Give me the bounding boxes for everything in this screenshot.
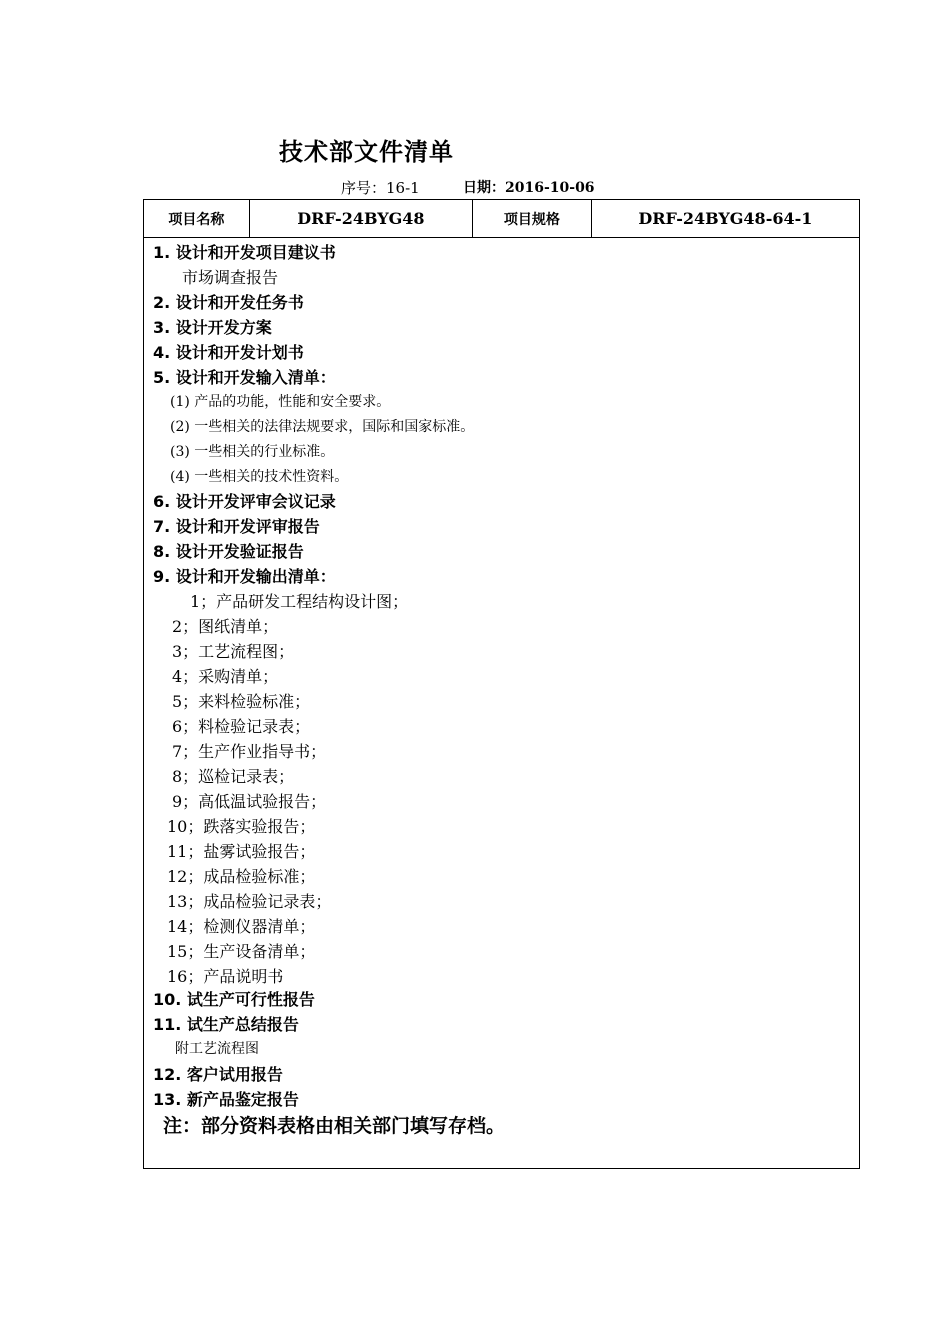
- section-heading: 1. 设计和开发项目建议书: [153, 243, 336, 262]
- list-item: 6；料检验记录表；: [172, 717, 311, 736]
- list-item: (1) 产品的功能，性能和安全要求。: [170, 394, 391, 410]
- list-item: 2；图纸清单；: [172, 617, 279, 636]
- list-item: 3；工艺流程图；: [172, 642, 295, 661]
- section-heading: 13. 新产品鉴定报告: [153, 1090, 299, 1109]
- list-item: 1；产品研发工程结构设计图；: [190, 592, 409, 611]
- section-heading: 8. 设计开发验证报告: [153, 542, 304, 561]
- list-item: 附工艺流程图: [175, 1041, 259, 1057]
- list-item: 14；检测仪器清单；: [167, 917, 316, 936]
- document-date: 日期：2016-10-06: [463, 180, 595, 196]
- section-heading: 12. 客户试用报告: [153, 1065, 283, 1084]
- list-item: 16；产品说明书: [167, 967, 284, 986]
- list-item: 15；生产设备清单；: [167, 942, 316, 961]
- project-name-label: 项目名称: [144, 200, 250, 237]
- project-name-value: DRF-24BYG48: [250, 200, 473, 237]
- list-item: 9；高低温试验报告；: [172, 792, 327, 811]
- project-spec-label: 项目规格: [473, 200, 592, 237]
- list-item: 5；来料检验标准；: [172, 692, 311, 711]
- list-item: (2) 一些相关的法律法规要求，国际和国家标准。: [170, 419, 475, 435]
- list-item: (4) 一些相关的技术性资料。: [170, 469, 349, 485]
- list-item: 13；成品检验记录表；: [167, 892, 332, 911]
- list-item: 11；盐雾试验报告；: [167, 842, 316, 861]
- section-heading: 10. 试生产可行性报告: [153, 990, 315, 1009]
- section-heading: 7. 设计和开发评审报告: [153, 517, 320, 536]
- list-item: (3) 一些相关的行业标准。: [170, 444, 335, 460]
- section-heading: 11. 试生产总结报告: [153, 1015, 299, 1034]
- project-spec-value: DRF-24BYG48-64-1: [638, 209, 813, 228]
- list-item: 8；巡检记录表；: [172, 767, 295, 786]
- section-heading: 4. 设计和开发计划书: [153, 343, 304, 362]
- list-item: 7；生产作业指导书；: [172, 742, 327, 761]
- document-title: 技术部文件清单: [279, 138, 454, 166]
- list-item: 4；采购清单；: [172, 667, 279, 686]
- section-heading: 9. 设计和开发输出清单：: [153, 567, 336, 586]
- list-item: 10；跌落实验报告；: [167, 817, 316, 836]
- section-heading: 2. 设计和开发任务书: [153, 293, 304, 312]
- section-heading: 3. 设计开发方案: [153, 318, 272, 337]
- serial-number: 序号：16-1: [341, 179, 420, 197]
- section-heading: 5. 设计和开发输入清单：: [153, 368, 336, 387]
- project-header-row: [144, 200, 859, 238]
- file-list-table: [143, 199, 860, 1169]
- section-heading: 6. 设计开发评审会议记录: [153, 492, 336, 511]
- list-item: 市场调查报告: [182, 268, 279, 287]
- list-item: 12；成品检验标准；: [167, 867, 316, 886]
- footnote: 注：部分资料表格由相关部门填写存档。: [163, 1115, 506, 1137]
